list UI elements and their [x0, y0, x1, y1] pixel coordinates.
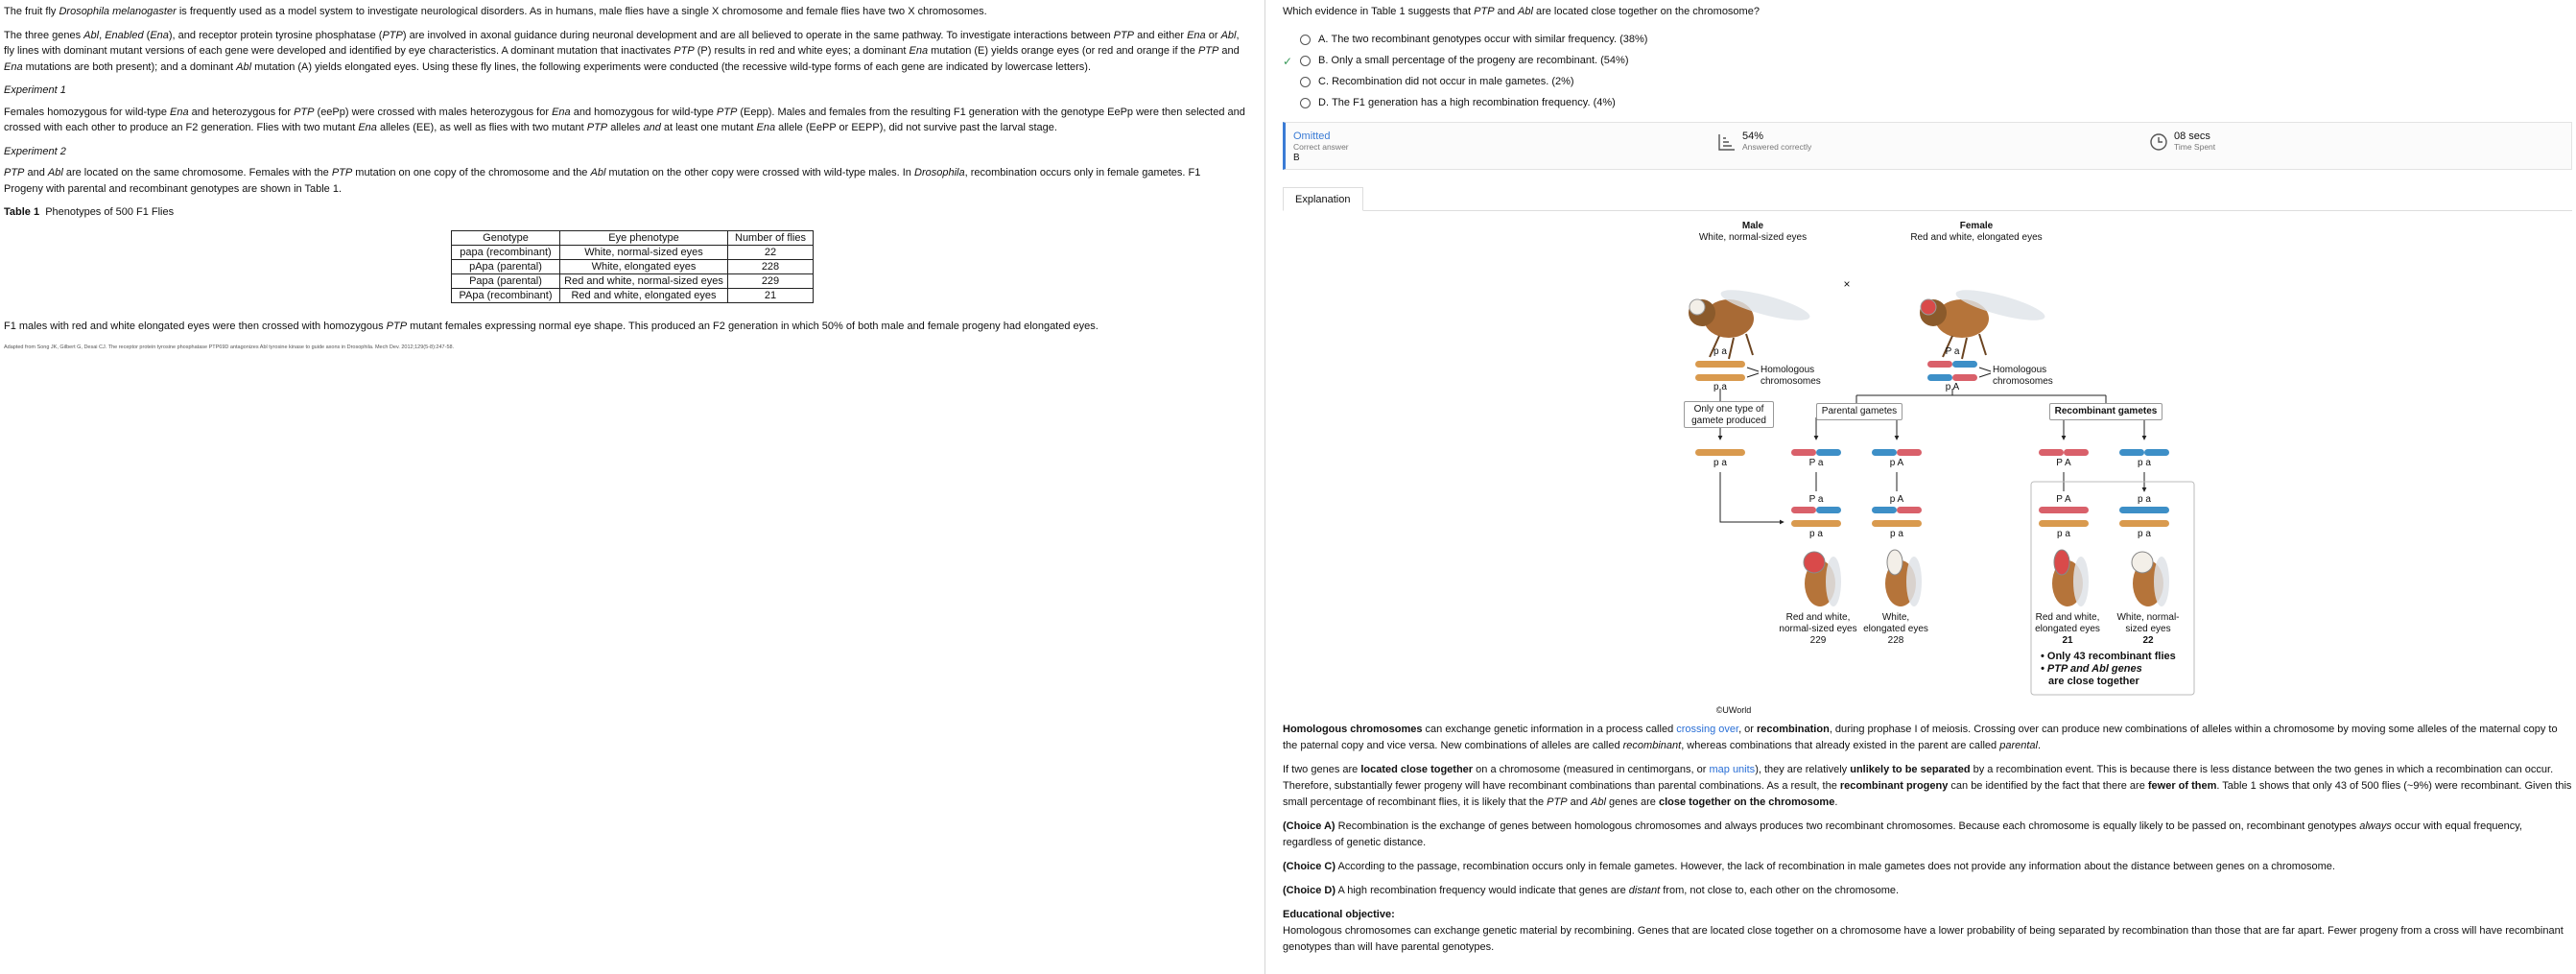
table-cell: papa (recombinant)	[452, 245, 560, 259]
female-title: Female	[1959, 220, 1994, 231]
table-cell: 229	[728, 273, 814, 288]
radio-button[interactable]	[1300, 98, 1311, 108]
choice-percent: (4%)	[1593, 97, 1616, 109]
choice-c-explanation: (Choice C) According to the passage, recombination occurs only in female gametes. However, the lack of recombination in male gametes does not provide any information about the distance between genes on a chromosome.	[1283, 860, 2335, 872]
objective-heading: Educational objective:	[1283, 908, 1395, 920]
status-label: Omitted	[1293, 130, 1331, 142]
allele-label: p a	[1713, 381, 1727, 392]
tab-bar	[1283, 185, 2572, 211]
question-stem: Which evidence in Table 1 suggests that PTP and Abl are located close together on the chromosome?	[1283, 6, 1760, 17]
male-subtitle: White, normal-sized eyes	[1698, 231, 1808, 243]
allele-label: p a	[1713, 345, 1727, 357]
explanation-text	[1283, 722, 2572, 956]
choice-percent: (38%)	[1619, 34, 1648, 46]
question-pane	[1268, 0, 2576, 974]
table-row	[452, 288, 814, 302]
passage-paragraph-5: F1 males with red and white elongated eyes were then crossed with homozygous PTP mutant females expressing normal eye shape. This produced an F2 generation in which 50% of both male and female progeny had elongated eyes.	[4, 320, 1099, 332]
passage-paragraph-1: The fruit fly Drosophila melanogaster is frequently used as a model system to investigate neurological disorders. As in humans, male flies have a single X chromosome and female flies have two X chromosomes.	[4, 6, 987, 17]
radio-button[interactable]	[1300, 77, 1311, 87]
offspring-label	[2110, 612, 2186, 647]
answer-choice-a[interactable]	[1283, 30, 2572, 51]
gamete-allele-label: p a	[1713, 457, 1727, 468]
offspring-allele-label: p a	[2138, 493, 2151, 505]
offspring-allele-label: P A	[2056, 493, 2071, 505]
table-cell: Red and white, normal-sized eyes	[560, 273, 728, 288]
choice-text: The F1 generation has a high recombination frequency.	[1332, 97, 1591, 109]
recombinant-summary	[2041, 651, 2194, 688]
column-header: Eye phenotype	[560, 230, 728, 245]
female-chromosomes	[1927, 361, 1977, 381]
radio-button[interactable]	[1300, 35, 1311, 45]
citation: Adapted from Song JK, Gilbert G, Desai CJ. The receptor protein tyrosine phosphatase PTP69D antagonizes Abl tyrosine kinase to guide axons in Drosophila. Mech Dev. 2012;129(5-8):247-58.	[4, 344, 455, 350]
parental-gametes-box: Parental gametes	[1816, 403, 1902, 420]
gamete-allele-label: p a	[2138, 457, 2151, 468]
offspring-allele-label: p a	[2138, 528, 2151, 539]
offspring-allele-label: p a	[2057, 528, 2070, 539]
offspring-allele-label: p a	[1809, 528, 1823, 539]
offspring-count: 21	[2062, 634, 2073, 646]
table-cell: 21	[728, 288, 814, 302]
table-cell: White, elongated eyes	[560, 259, 728, 273]
pane-divider[interactable]	[1264, 0, 1265, 974]
table-cell: Red and white, elongated eyes	[560, 288, 728, 302]
percent-correct-value: 54%	[1742, 130, 1764, 142]
offspring-allele-label: P a	[1808, 493, 1824, 505]
offspring-phenotype: Red and white, normal-sized eyes	[1779, 611, 1857, 634]
single-gamete-box: Only one type of gamete produced	[1684, 401, 1774, 428]
table-caption: Table 1 Phenotypes of 500 F1 Flies	[4, 206, 175, 218]
offspring-fly	[1804, 552, 1841, 606]
passage-paragraph-2: The three genes Abl, Enabled (Ena), and receptor protein tyrosine phosphatase (PTP) are involved in axonal guidance during neuronal development and are all believed to operate in the same pathway. To investigate interactions between PTP and either Ena or Abl, fly lines with dominant mutant versions of each gene were developed and identified by eye characteristics. A dominant mutation that inactivates PTP (P) results in red and white eyes; a dominant Ena mutation (E) yields orange eyes (or red and orange if the PTP and Ena mutations are both present); and a dominant Abl mutation (A) yields elongated eyes. Using these fly lines, the following experiments were conducted (the recessive wild-type forms of each gene are indicated by lowercase letters).	[4, 29, 1240, 73]
time-spent-label: Time Spent	[2174, 141, 2216, 152]
summary-line: • Only 43 recombinant flies	[2041, 650, 2176, 662]
table-cell: PApa (recombinant)	[452, 288, 560, 302]
correct-answer-label: Correct answer	[1293, 141, 1349, 152]
table-row	[452, 273, 814, 288]
gamete-allele-label: P a	[1808, 457, 1824, 468]
offspring-count: 229	[1809, 634, 1827, 646]
offspring-allele-label: p A	[1889, 493, 1904, 505]
offspring-label	[1861, 612, 1930, 647]
homologous-label: Homologous chromosomes	[1993, 364, 2053, 387]
explanation-paragraph-1: Homologous chromosomes can exchange genetic information in a process called crossing over, or recombination, during prophase I of meiosis. Crossing over can produce new combinations of alleles within a chromosome by moving some alleles of the maternal copy to the paternal copy and vice versa. New combinations of alleles are called recombinant, whereas combinations that already existed in the parent are called parental.	[1283, 723, 2558, 751]
summary-line: are close together	[2048, 675, 2139, 687]
gamete-allele-label: P A	[2056, 457, 2071, 468]
answer-choice-d[interactable]	[1283, 93, 2572, 114]
choice-d-explanation: (Choice D) A high recombination frequency would indicate that genes are distant from, not close to, each other on the chromosome.	[1283, 884, 1900, 896]
choice-letter: D.	[1318, 97, 1329, 109]
column-header: Number of flies	[728, 230, 814, 245]
column-header: Genotype	[452, 230, 560, 245]
male-chromosomes	[1695, 361, 1745, 381]
offspring-phenotype: White, elongated eyes	[1863, 611, 1928, 634]
experiment-2-heading: Experiment 2	[4, 145, 66, 157]
female-label	[1900, 221, 2053, 244]
female-subtitle: Red and white, elongated eyes	[1910, 231, 2043, 243]
gamete-chromosome	[1695, 449, 1745, 456]
gamete-chromosome	[2119, 449, 2144, 456]
offspring-label	[2027, 612, 2108, 647]
explanation-paragraph-2: If two genes are located close together on a chromosome (measured in centimorgans, or map units), they are relatively unlikely to be separated by a recombination event. This is because there is less distance between the two genes in which a recombination can occur. Therefore, substantially fewer progeny will have recombinant combinations than parental combinations. As a result, the recombinant progeny can be identified by the fact that there are fewer of them. Table 1 shows that only 43 of 500 flies (~9%) were recombinant. Given this small percentage of recombinant flies, it is likely that the PTP and Abl genes are close together on the chromosome.	[1283, 763, 2572, 808]
cross-symbol: ×	[1843, 276, 1851, 291]
choice-letter: B.	[1318, 55, 1329, 67]
recombination-diagram	[1283, 221, 2242, 720]
radio-button[interactable]	[1300, 56, 1311, 66]
omitted-status	[1293, 131, 1349, 163]
choice-text: The two recombinant genotypes occur with similar frequency.	[1331, 34, 1618, 46]
passage-pane	[0, 0, 1262, 974]
male-label	[1695, 221, 1810, 244]
copyright-credit: ©UWorld	[1715, 704, 1752, 715]
passage-paragraph-4: PTP and Abl are located on the same chromosome. Females with the PTP mutation on one copy of the chromosome and the Abl mutation on the other copy were crossed with wild-type males. In Drosophila, recombination occurs only in female gametes. F1 Progeny with parental and recombinant genotypes are shown in Table 1.	[4, 167, 1201, 195]
offspring-fly	[2052, 550, 2089, 606]
table-cell: pApa (parental)	[452, 259, 560, 273]
choice-text: Recombination did not occur in male gametes.	[1332, 76, 1549, 88]
time-spent-stat	[2149, 131, 2215, 153]
checkmark-icon: ✓	[1283, 54, 1293, 68]
choice-text: Only a small percentage of the progeny are recombinant.	[1331, 55, 1598, 67]
allele-label: p A	[1945, 381, 1960, 392]
educational-objective: Homologous chromosomes can exchange genetic material by recombining. Genes that are located close together on a chromosome have a lower probability of being separated by recombination than those that are far apart. Fewer progeny from a cross will have recombinant genotypes than will have parental genotypes.	[1283, 924, 2564, 953]
offspring-count: 228	[1887, 634, 1904, 646]
table-cell: Papa (parental)	[452, 273, 560, 288]
offspring-phenotype: Red and white, elongated eyes	[2035, 611, 2100, 634]
table-cell: White, normal-sized eyes	[560, 245, 728, 259]
choice-percent: (54%)	[1600, 55, 1629, 67]
table-header-row	[452, 230, 814, 245]
offspring-fly	[2132, 552, 2169, 606]
correct-answer-value: B	[1293, 152, 1300, 163]
table-cell: 22	[728, 245, 814, 259]
passage-paragraph-3: Females homozygous for wild-type Ena and heterozygous for PTP (eePp) were crossed with males heterozygous for Ena and homozygous for wild-type PTP (Eepp). Males and females from the resulting F1 generation with the genotype EePp were then selected and crossed with each other to produce an F2 generation. Flies with two mutant Ena alleles (EE), as well as flies with two mutant PTP alleles and at least one mutant Ena allele (EePP or EEPP), did not survive past the larval stage.	[4, 106, 1245, 133]
recombinant-gametes-box: Recombinant gametes	[2049, 403, 2162, 420]
map-units-link[interactable]: map units	[1709, 763, 1756, 775]
offspring-count: 22	[2142, 634, 2154, 646]
offspring-chromosomes	[1791, 507, 2169, 527]
experiment-1-heading: Experiment 1	[4, 84, 66, 96]
result-stats-bar	[1283, 122, 2572, 170]
percent-correct-label: Answered correctly	[1742, 141, 1812, 152]
table-cell: 228	[728, 259, 814, 273]
offspring-fly	[1885, 550, 1922, 606]
gamete-chromosome	[1872, 449, 1897, 456]
clock-icon	[2149, 132, 2168, 152]
homologous-label: Homologous chromosomes	[1761, 364, 1821, 387]
gamete-chromosome	[1791, 449, 1816, 456]
table-row	[452, 245, 814, 259]
gamete-chromosome	[2039, 449, 2064, 456]
percent-correct-stat	[1717, 131, 1811, 153]
allele-label: P a	[1945, 345, 1960, 357]
time-spent-value: 08 secs	[2174, 130, 2210, 142]
crossing-over-link[interactable]: crossing over	[1676, 723, 1739, 735]
male-title: Male	[1741, 220, 1764, 231]
offspring-phenotype: White, normal- sized eyes	[2116, 611, 2180, 634]
phenotype-table	[451, 230, 814, 303]
choice-a-explanation: (Choice A) Recombination is the exchange of genes between homologous chromosomes and always produces two recombinant chromosomes. Because each chromosome is equally likely to be passed on, recombinant genotypes always occur with equal frequency, regardless of genetic distance.	[1283, 820, 2522, 848]
table-row	[452, 259, 814, 273]
answer-choice-b[interactable]	[1283, 51, 2572, 72]
tab-explanation[interactable]: Explanation	[1283, 187, 1363, 211]
choice-letter: A.	[1318, 34, 1329, 46]
choice-letter: C.	[1318, 76, 1329, 88]
offspring-allele-label: p a	[1890, 528, 1903, 539]
bar-chart-icon	[1717, 132, 1737, 152]
offspring-label	[1778, 612, 1858, 647]
answer-choice-c[interactable]	[1283, 72, 2572, 93]
gamete-allele-label: p A	[1889, 457, 1904, 468]
choice-percent: (2%)	[1551, 76, 1574, 88]
summary-line: • PTP and Abl genes	[2041, 662, 2142, 675]
